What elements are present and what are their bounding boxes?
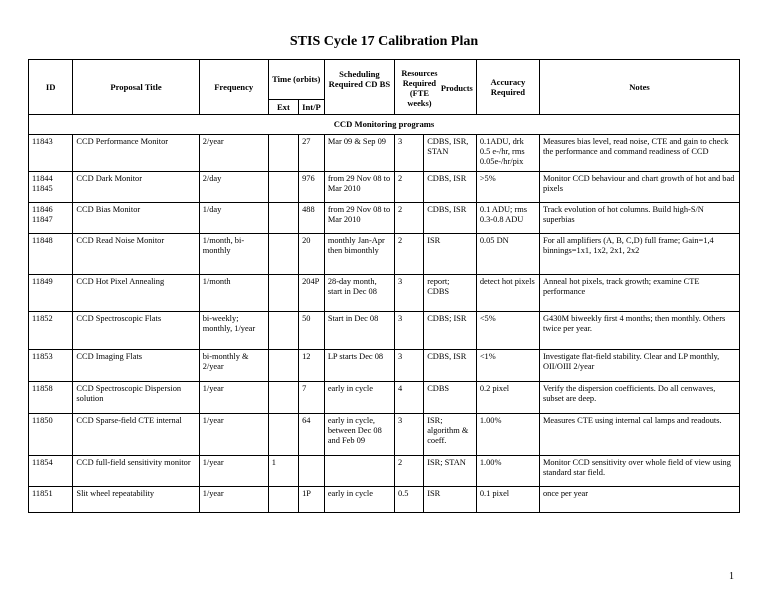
row-scheduling: LP starts Dec 08 xyxy=(324,349,394,381)
table-row xyxy=(29,274,740,311)
header-frequency: Frequency xyxy=(199,60,268,115)
header-notes: Notes xyxy=(539,60,739,115)
header-scheduling: Scheduling Required CD BS xyxy=(324,60,394,115)
row-proposal-title: Slit wheel repeatability xyxy=(73,486,199,512)
row-products: ISR xyxy=(424,486,477,512)
row-id: 11844 11845 xyxy=(29,171,73,202)
table-row xyxy=(29,349,740,381)
section-heading: CCD Monitoring programs xyxy=(29,115,740,134)
row-time-intp: 50 xyxy=(299,311,325,349)
row-resources: 2 xyxy=(394,202,423,233)
row-accuracy: 1.00% xyxy=(476,413,539,455)
row-frequency: 2/year xyxy=(199,134,268,171)
row-scheduling: early in cycle xyxy=(324,381,394,413)
header-time: Time (orbits) xyxy=(268,60,324,100)
row-time-intp xyxy=(299,455,325,486)
row-time-intp: 488 xyxy=(299,202,325,233)
row-accuracy: <1% xyxy=(476,349,539,381)
row-id: 11851 xyxy=(29,486,73,512)
row-scheduling: Start in Dec 08 xyxy=(324,311,394,349)
row-resources: 0.5 xyxy=(394,486,423,512)
row-notes: Investigate flat-field stability. Clear and LP monthly, OII/OIII 2/year xyxy=(539,349,739,381)
row-proposal-title: CCD Read Noise Monitor xyxy=(73,233,199,274)
row-resources: 2 xyxy=(394,233,423,274)
header-resources: Resources Required (FTE weeks) xyxy=(401,69,438,109)
row-resources: 3 xyxy=(394,349,423,381)
row-products: CDBS, ISR xyxy=(424,349,477,381)
row-resources: 3 xyxy=(394,274,423,311)
row-scheduling: from 29 Nov 08 to Mar 2010 xyxy=(324,202,394,233)
row-time-intp: 64 xyxy=(299,413,325,455)
row-time-intp: 7 xyxy=(299,381,325,413)
row-scheduling: from 29 Nov 08 to Mar 2010 xyxy=(324,171,394,202)
table-row xyxy=(29,455,740,486)
row-accuracy: 0.1 ADU; rms 0.3-0.8 ADU xyxy=(476,202,539,233)
row-proposal-title: CCD Hot Pixel Annealing xyxy=(73,274,199,311)
header-ext: Ext xyxy=(268,100,298,115)
table-row xyxy=(29,171,740,202)
row-notes: G430M biweekly first 4 months; then monthly. Others twice per year. xyxy=(539,311,739,349)
row-accuracy: 0.05 DN xyxy=(476,233,539,274)
row-products: ISR xyxy=(424,233,477,274)
row-time-intp: 12 xyxy=(299,349,325,381)
row-frequency: bi-monthly & 2/year xyxy=(199,349,268,381)
row-time-ext xyxy=(268,134,298,171)
row-accuracy: 1.00% xyxy=(476,455,539,486)
table-row xyxy=(29,311,740,349)
table-row xyxy=(29,486,740,512)
row-time-ext xyxy=(268,413,298,455)
row-time-intp: 204P xyxy=(299,274,325,311)
row-id: 11853 xyxy=(29,349,73,381)
table-row xyxy=(29,233,740,274)
row-accuracy: 0.2 pixel xyxy=(476,381,539,413)
row-proposal-title: CCD Bias Monitor xyxy=(73,202,199,233)
row-notes: Monitor CCD sensitivity over whole field of view using standard star field. xyxy=(539,455,739,486)
row-resources: 3 xyxy=(394,311,423,349)
header-accuracy: Accuracy Required xyxy=(476,60,539,115)
row-frequency: 1/year xyxy=(199,486,268,512)
table-row xyxy=(29,413,740,455)
table-row xyxy=(29,202,740,233)
row-frequency: 1/month, bi-monthly xyxy=(199,233,268,274)
row-time-ext xyxy=(268,311,298,349)
row-resources: 2 xyxy=(394,455,423,486)
header-intp: Int/P xyxy=(299,100,325,115)
row-resources: 3 xyxy=(394,413,423,455)
row-time-ext xyxy=(268,486,298,512)
table-row xyxy=(29,381,740,413)
row-products: ISR; algorithm & coeff. xyxy=(424,413,477,455)
row-proposal-title: CCD Spectroscopic Dispersion solution xyxy=(73,381,199,413)
header-products: Products xyxy=(440,84,473,94)
row-resources: 2 xyxy=(394,171,423,202)
row-accuracy: 0.1ADU, drk 0.5 e-/hr, rms 0.05e-/hr/pix xyxy=(476,134,539,171)
row-time-ext xyxy=(268,233,298,274)
row-time-ext xyxy=(268,202,298,233)
row-frequency: 1/year xyxy=(199,381,268,413)
row-time-intp: 27 xyxy=(299,134,325,171)
row-time-intp: 976 xyxy=(299,171,325,202)
row-proposal-title: CCD Sparse-field CTE internal xyxy=(73,413,199,455)
row-products: ISR; STAN xyxy=(424,455,477,486)
row-scheduling: 28-day month, start in Dec 08 xyxy=(324,274,394,311)
row-notes: Measures CTE using internal cal lamps and readouts. xyxy=(539,413,739,455)
row-notes: Monitor CCD behaviour and chart growth of hot and bad pixels xyxy=(539,171,739,202)
row-id: 11843 xyxy=(29,134,73,171)
header-id: ID xyxy=(29,60,73,115)
header-proposal-title: Proposal Title xyxy=(73,60,199,115)
row-products: CDBS, ISR, STAN xyxy=(424,134,477,171)
row-notes: Measures bias level, read noise, CTE and gain to check the performance and command readiness of CCD xyxy=(539,134,739,171)
row-notes: Track evolution of hot columns. Build high-S/N superbias xyxy=(539,202,739,233)
row-accuracy: >5% xyxy=(476,171,539,202)
row-scheduling: monthly Jan-Apr then bimonthly xyxy=(324,233,394,274)
row-products: CDBS, ISR xyxy=(424,171,477,202)
row-time-ext xyxy=(268,349,298,381)
row-id: 11848 xyxy=(29,233,73,274)
row-frequency: 1/year xyxy=(199,413,268,455)
row-products: CDBS, ISR xyxy=(424,202,477,233)
row-id: 11854 xyxy=(29,455,73,486)
calibration-table xyxy=(28,59,740,513)
row-notes: Anneal hot pixels, track growth; examine CTE performance xyxy=(539,274,739,311)
row-products: CDBS; ISR xyxy=(424,311,477,349)
row-resources: 3 xyxy=(394,134,423,171)
row-products: CDBS xyxy=(424,381,477,413)
row-id: 11850 xyxy=(29,413,73,455)
row-scheduling: Mar 09 & Sep 09 xyxy=(324,134,394,171)
row-proposal-title: CCD Imaging Flats xyxy=(73,349,199,381)
row-time-ext xyxy=(268,274,298,311)
row-time-ext xyxy=(268,171,298,202)
row-time-ext xyxy=(268,381,298,413)
row-resources: 4 xyxy=(394,381,423,413)
row-time-ext: 1 xyxy=(268,455,298,486)
row-id: 11846 11847 xyxy=(29,202,73,233)
row-frequency: 2/day xyxy=(199,171,268,202)
row-accuracy: <5% xyxy=(476,311,539,349)
row-notes: For all amplifiers (A, B, C,D) full frame; Gain=1,4 binnings=1x1, 1x2, 2x1, 2x2 xyxy=(539,233,739,274)
row-accuracy: detect hot pixels xyxy=(476,274,539,311)
row-proposal-title: CCD full-field sensitivity monitor xyxy=(73,455,199,486)
row-frequency: bi-weekly; monthly, 1/year xyxy=(199,311,268,349)
row-id: 11852 xyxy=(29,311,73,349)
table-row xyxy=(29,134,740,171)
page-number: 1 xyxy=(729,571,734,582)
row-time-intp: 20 xyxy=(299,233,325,274)
row-notes: once per year xyxy=(539,486,739,512)
row-scheduling xyxy=(324,455,394,486)
row-frequency: 1/year xyxy=(199,455,268,486)
row-proposal-title: CCD Performance Monitor xyxy=(73,134,199,171)
row-accuracy: 0.1 pixel xyxy=(476,486,539,512)
page-title: STIS Cycle 17 Calibration Plan xyxy=(289,34,479,49)
row-id: 11858 xyxy=(29,381,73,413)
row-proposal-title: CCD Dark Monitor xyxy=(73,171,199,202)
row-scheduling: early in cycle, between Dec 08 and Feb 09 xyxy=(324,413,394,455)
row-frequency: 1/month xyxy=(199,274,268,311)
row-proposal-title: CCD Spectroscopic Flats xyxy=(73,311,199,349)
row-time-intp: 1P xyxy=(299,486,325,512)
row-products: report; CDBS xyxy=(424,274,477,311)
row-scheduling: early in cycle xyxy=(324,486,394,512)
row-frequency: 1/day xyxy=(199,202,268,233)
row-notes: Verify the dispersion coefficients. Do all cenwaves, subset are deep. xyxy=(539,381,739,413)
header-resources-products xyxy=(394,60,476,115)
row-id: 11849 xyxy=(29,274,73,311)
